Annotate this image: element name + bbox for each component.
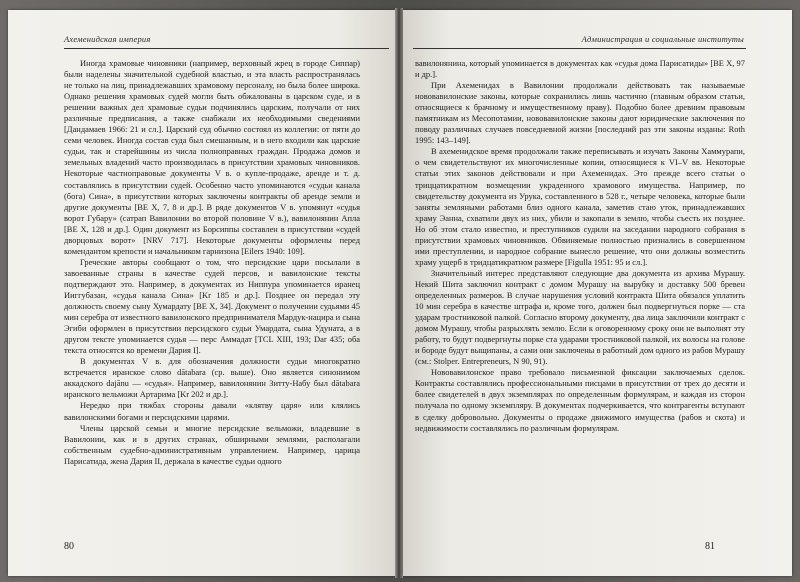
right-page — [403, 10, 792, 576]
paragraph: Значительный интерес представляют следующие два документа из архива Мурашу. Некий Шита заключил контракт с домом Мурашу на вырубку и доставку 500 бревен определенных размеров. В случае нарушения условий контракта Шита обязался уплатить 10 мин серебра в качестве штрафа и, кроме того, должен был подвергнуться порке — ста ударам тростниковой палкой. Согласно второму документу, два лица заключили контракт с домом Мурашу, чтобы разрыхлять землю. Если к оговоренному сроку они не выполнят эту работу, то будут подвергнуты порке ста ударами тростниковой палкой, их волосы на голове и бороде будут выщипаны, а сами они заключены в работный дом одного из рабов Мурашу (см.: Stolper. Entrepreneurs, N 90, 91). — [415, 267, 745, 367]
book-gutter — [395, 8, 403, 578]
paragraph: Иногда храмовые чиновники (например, верховный жрец в городе Сиппар) были наделены значительной судебной властью, и эта власть распространялась не только на лиц, принадлежавших храмовому персоналу, но была более широка. Однако решения храмовых судей могли быть обжалованы в царском суде, и в решении важных дел храмовые судьи подчинялись царским, получали от них различные предписания, а также снабжали их необходимыми сведениями [Дандамаев 1966: 21 и сл.]. Царский суд обычно состоял из коллегии: от пяти до семи человек. Иногда состав суда был смешанным, и в него входили как царские судьи, так и старейшины из числа полноправных граждан. Продажа домов и земельных владений часто производилась в присутствии храмовых чиновников. Некоторые частноправовые документы V в. о купле-продаже, аренде и т. д. составлялись в присутствии судей. Особенно часто упоминаются «судьи канала (бога) Сина», в присутствии которых заключены контракты об аренде земли и другие документы [BE X, 7, 8 и др.]. В ряде документов V в. упомянут «судья ворот Губару» (сатрап Вавилонии во второй половине V в.), вавилонянин Апла [BE X, 128 и др.]. Один документ из Борсиппы составлен в присутствии «судей дворцовых ворот» [NRV 717]. Некоторые документы оформлены перед комендантом крепости и начальником гарнизона [Eilers 1940: 109]. — [64, 58, 360, 256]
left-header-rule — [64, 48, 389, 49]
left-running-head: Ахеменидская империя — [64, 34, 151, 44]
left-page-number: 80 — [64, 541, 74, 552]
right-header-rule — [413, 48, 746, 49]
left-page — [8, 10, 395, 576]
paragraph: вавилонянина, который упоминается в документах как «судья дома Парисатиды» [BE X, 97 и др.]. — [415, 58, 745, 80]
right-page-number: 81 — [705, 541, 715, 552]
right-running-head: Администрация и социальные институты — [581, 34, 744, 44]
paragraph: В документах V в. для обозначения должности судьи многократно встречается иранское слово dātabara (ср. выше). Оно является синонимом аккадского dajānu — «судья». Например, вавилонянин Зитту-Набу был dātabara иранского вельможи Артарима [Kr 202 и др.]. — [64, 356, 360, 400]
paragraph: При Ахеменидах в Вавилонии продолжали действовать так называемые нововавилонские законы, которые сохранились лишь частично (главным образом статьи, относящиеся к брачному и имущественному праву). Подобно более древним правовым памятникам из Месопотамии, нововавилонские законы дают юридические заключения по поводу различных случаев повседневной жизни [последний раз эти законы изданы: Roth 1995: 143–149]. — [415, 80, 745, 146]
paragraph: В ахеменидское время продолжали также переписывать и изучать Законы Хаммурапи, о чем свидетельствуют их многочисленные копии, относящиеся к VI–V вв. Некоторые статьи этих законов действовали и при Ахеменидах. Это прежде всего статьи о триццатикратном возмещении украденного храмового имущества. Например, по свидетельству документа из Урука, составленного в 528 г., четыре человека, которые были заняты земляными работами близ одного канала, заметив стаю уток, принадлежавших храму Эанна, схватили двух из них, убили и закопали в землю, чтобы съесть их позднее. Но об этом стало известно, и преступников судили на заседании народного собрания в присутствии храмовых чиновников. Обвиняемые полностью признались в совершенном ими преступлении, и народное собрание вынесло решение, что они должны возместить храму ущерб в тридцатикратном размере [Figulla 1951: 95 и сл.]. — [415, 146, 745, 267]
paragraph: Нововавилонское право требовало письменной фиксации заключаемых сделок. Контракты составлялись профессиональными писцами в присутствии от трех до десяти и более свидетелей в двух экземплярах по определенным формулярам, и каждая из сторон получала по одному экземпляру. В документах подчеркивается, что контрагенты вступают в сделку добровольно. Документы о продаже движимого имущества (рабов и скота) и недвижимости составлялись по различным формулярам. — [415, 367, 745, 433]
paragraph: Нередко при тяжбах стороны давали «клятву царя» или клялись вавилонскими богами и персидскими царями. — [64, 400, 360, 422]
right-page-text — [415, 58, 745, 434]
paragraph: Члены царской семьи и многие персидские вельможи, владевшие в Вавилонии, как и в других странах, обширными землями, располагали собственным судебно-административным управлением. Например, царица Парисатида, жена Дария II, держала в качестве судьи одного — [64, 422, 360, 466]
paragraph: Греческие авторы сообщают о том, что персидские цари посылали в завоеванные страны в качестве судей персов, и вавилонские тексты подтверждают это. Например, в документах из Ниппура упоминается иранец Ииггубазан, «судья канала Сина» [Kr 185 и др.]. Позднее он передал эту должность своему сыну Хумардату [BE X, 34]. Документ о получении судьями 45 мин серебра от известного вавилонского предпринимателя Мардук-нацира и сына Эгиби оформлен в присутствии персидского судьи Умардата, сына Удуната, а в другом тексте упоминается судья — перс Аммадат [TCL XIII, 193; Dar 435; оба текста относятся ко времени Дария I]. — [64, 256, 360, 356]
left-page-text — [64, 58, 360, 467]
